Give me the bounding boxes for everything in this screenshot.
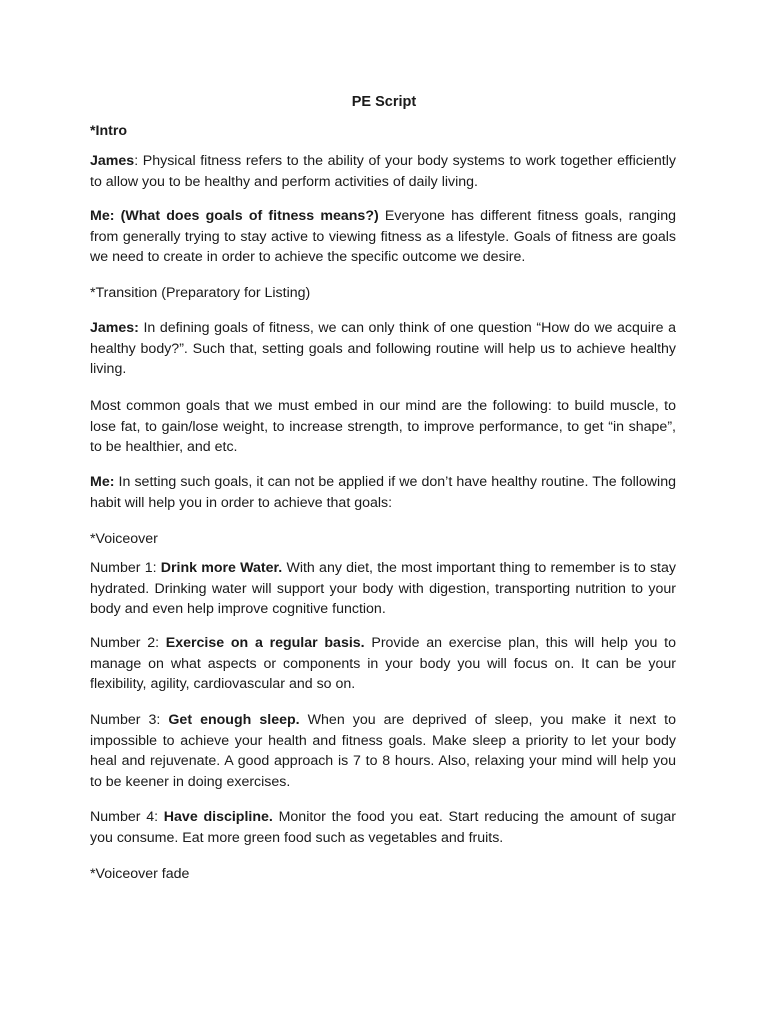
list-item-number-2 (90, 633, 676, 695)
page-title: PE Script (351, 94, 417, 110)
item-prefix: Number 1: (90, 560, 161, 576)
voiceover-note: *Voiceover (90, 531, 158, 547)
paragraph-common-goals: Most common goals that we must embed in our mind are the following: to build muscle, to lose fat, to gain/lose weight, to increase strength, to improve performance, to get “in shape”, to be healthier, and etc. (90, 398, 676, 455)
list-item-number-1 (90, 558, 676, 620)
paragraph-me-goals (90, 206, 676, 268)
speaker-label: Me: (What does goals of fitness means?) (90, 208, 379, 224)
item-heading: Drink more Water. (160, 560, 283, 576)
speaker-label: Me: (90, 474, 115, 490)
item-prefix: Number 3: (90, 712, 169, 728)
paragraph-james-defining (90, 318, 676, 380)
intro-heading: *Intro (90, 123, 128, 139)
item-text: When you are deprived of sleep, you make it next to impossible to achieve your health and fitness goals. Make sleep a priority to let your body heal and rejuvenate. A good approach is 7 to 8 hours. Also, relaxing your mind will help you to be keener in doing exercises. (90, 712, 676, 790)
speaker-label: James (90, 153, 135, 169)
voiceover-fade-note: *Voiceover fade (90, 866, 190, 882)
item-heading: Have discipline. (163, 809, 273, 825)
item-heading: Exercise on a regular basis. (165, 635, 365, 651)
speaker-label: James: (90, 320, 139, 336)
paragraph-text: : Physical fitness refers to the ability of your body systems to work together efficiently to allow you to be healthy and perform activities of daily living. (90, 153, 676, 190)
item-text: Provide an exercise plan, this will help you to manage on what aspects or components in your body you will focus on. It can be your flexibility, agility, cardiovascular and so on. (90, 635, 677, 692)
paragraph-james-intro (90, 151, 676, 192)
item-text: With any diet, the most important thing to remember is to stay hydrated. Drinking water will support your body with digestion, transporting nutrition to your body and even help improve cognitive function. (90, 560, 676, 617)
item-prefix: Number 2: (90, 635, 166, 651)
transition-note: *Transition (Preparatory for Listing) (90, 285, 311, 301)
list-item-number-3 (90, 710, 676, 792)
list-item-number-4 (90, 807, 676, 848)
paragraph-me-routine (90, 472, 676, 513)
paragraph-text: In defining goals of fitness, we can only think of one question “How do we acquire a healthy body?”. Such that, setting goals and following routine will help us to achieve healthy living. (90, 320, 676, 377)
paragraph-text: Everyone has different fitness goals, ranging from generally trying to stay active to viewing fitness as a lifestyle. Goals of fitness are goals we need to create in order to achieve the specific outcome we desire. (90, 208, 676, 265)
item-prefix: Number 4: (90, 809, 164, 825)
paragraph-text: In setting such goals, it can not be applied if we don’t have healthy routine. The following habit will help you in order to achieve that goals: (90, 474, 676, 511)
item-text: Monitor the food you eat. Start reducing the amount of sugar you consume. Eat more green food such as vegetables and fruits. (90, 809, 676, 846)
item-heading: Get enough sleep. (168, 712, 300, 728)
